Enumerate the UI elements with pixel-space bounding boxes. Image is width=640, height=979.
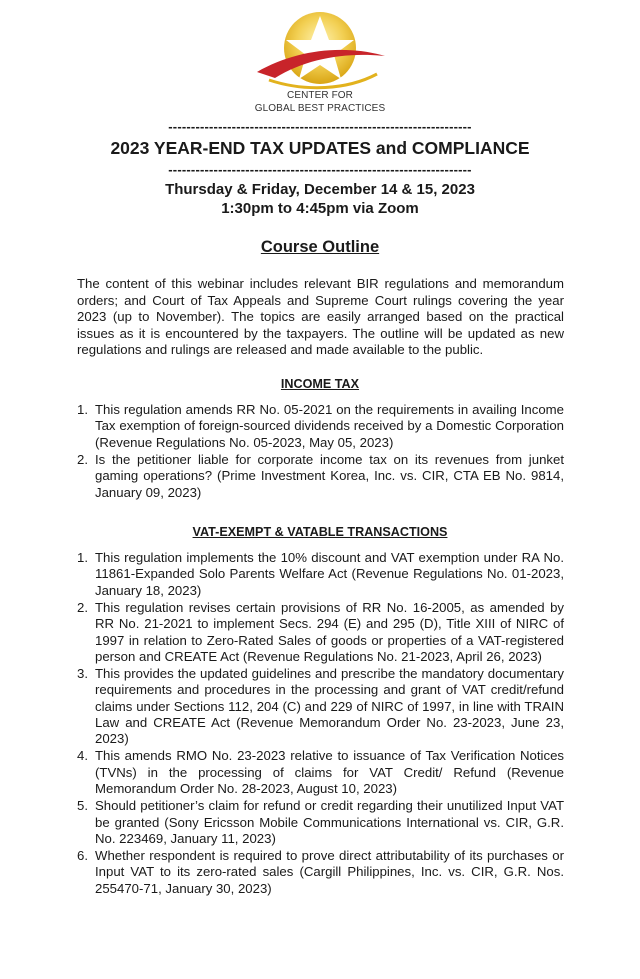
list-item-number: 3. xyxy=(77,665,88,681)
list-item-number: 4. xyxy=(77,748,88,764)
list-item xyxy=(77,550,564,599)
list-item-number: 1. xyxy=(77,550,88,565)
list-item-number: 6. xyxy=(77,847,88,863)
event-time: 1:30pm to 4:45pm via Zoom xyxy=(221,200,419,217)
list-item-text: This amends RMO No. 23-2023 relative to issuance of Tax Verification Notices (TVNs) in the processing of claims for VAT Credit/ Refund (Revenue Memorandum Order No. 28-2023, August 10, 2023) xyxy=(95,748,564,797)
list-item-text: Is the petitioner liable for corporate income tax on its revenues from junket gaming operations? (Prime Investment Korea, Inc. vs. CIR, CTA EB No. 9814, January 09, 2023) xyxy=(95,451,564,500)
list-item-text: This regulation revises certain provisions of RR No. 16-2005, as amended by RR No. 21-2021 to implement Secs. 294 (E) and 295 (D), Title XIII of NIRC of 1997 in relation to Zero-Rated Sales of goods or properties of a VAT-registered person and CREATE Act (Revenue Regulations No. 21-2023, April 26, 2023) xyxy=(95,599,564,664)
list-item-text: This regulation amends RR No. 05-2021 on the requirements in availing Income Tax exemption of foreign-sourced dividends received by a Domestic Corporation (Revenue Regulations No. 05-2023, May 05, 2023) xyxy=(95,402,564,450)
page-title: 2023 YEAR-END TAX UPDATES and COMPLIANCE xyxy=(110,138,530,158)
intro-paragraph: The content of this webinar includes relevant BIR regulations and memorandum orders; and Court of Tax Appeals and Supreme Court rulings covering the year 2023 (up to November). The topics are easily arranged based on the practical issues as it is encountered by the taxpayers. The outline will be updated as new regulations and rulings are released and made available to the public. xyxy=(77,276,564,358)
list-item-number: 1. xyxy=(77,402,88,417)
list-item xyxy=(77,848,564,897)
vat-list xyxy=(77,550,564,898)
list-item xyxy=(77,402,564,451)
list-item-number: 2. xyxy=(77,599,88,615)
income-tax-list xyxy=(77,402,564,501)
list-item xyxy=(77,600,564,666)
course-outline-heading: Course Outline xyxy=(260,238,380,256)
list-item xyxy=(77,798,564,847)
event-date: Thursday & Friday, December 14 & 15, 2023 xyxy=(165,181,475,198)
list-item-text: This regulation implements the 10% discount and VAT exemption under RA No. 11861-Expanded Solo Parents Welfare Act (Revenue Regulations No. 01-2023, January 18, 2023) xyxy=(95,550,564,598)
list-item-number: 5. xyxy=(77,798,88,814)
list-item-text: Should petitioner’s claim for refund or credit regarding their unutilized Input VAT be granted (Sony Ericsson Mobile Communications International vs. CIR, G.R. No. 223469, January 11, 2023) xyxy=(95,798,564,846)
list-item xyxy=(77,748,564,797)
list-item xyxy=(77,452,564,501)
divider-top: ------------------------------------------------------------------- xyxy=(168,120,472,133)
list-item-text: Whether respondent is required to prove direct attributability of its purchases or Input VAT to its zero-rated sales (Cargill Philippines, Inc. vs. CIR, G.R. Nos. 255470-71, January 30, 2023) xyxy=(95,847,564,896)
list-item-number: 2. xyxy=(77,451,88,467)
divider-bottom: ------------------------------------------------------------------- xyxy=(168,163,472,176)
star-emblem-icon xyxy=(235,6,405,90)
logo-text-line2: GLOBAL BEST PRACTICES xyxy=(254,103,386,114)
center-for-global-best-practices-logo xyxy=(235,6,405,118)
list-item xyxy=(77,666,564,748)
list-item-text: This provides the updated guidelines and prescribe the mandatory documentary requirements and procedures in the processing and grant of VAT credit/refund claims under Sections 112, 204 (C) and 229 of NIRC of 1997, in line with TRAIN Law and CREATE Act (Revenue Memorandum Order No. 23-2023, June 23, 2023) xyxy=(95,665,564,747)
logo-text-line1: CENTER FOR xyxy=(287,90,353,101)
section-heading-income-tax: INCOME TAX xyxy=(280,377,360,391)
section-heading-vat: VAT-EXEMPT & VATABLE TRANSACTIONS xyxy=(192,525,448,539)
